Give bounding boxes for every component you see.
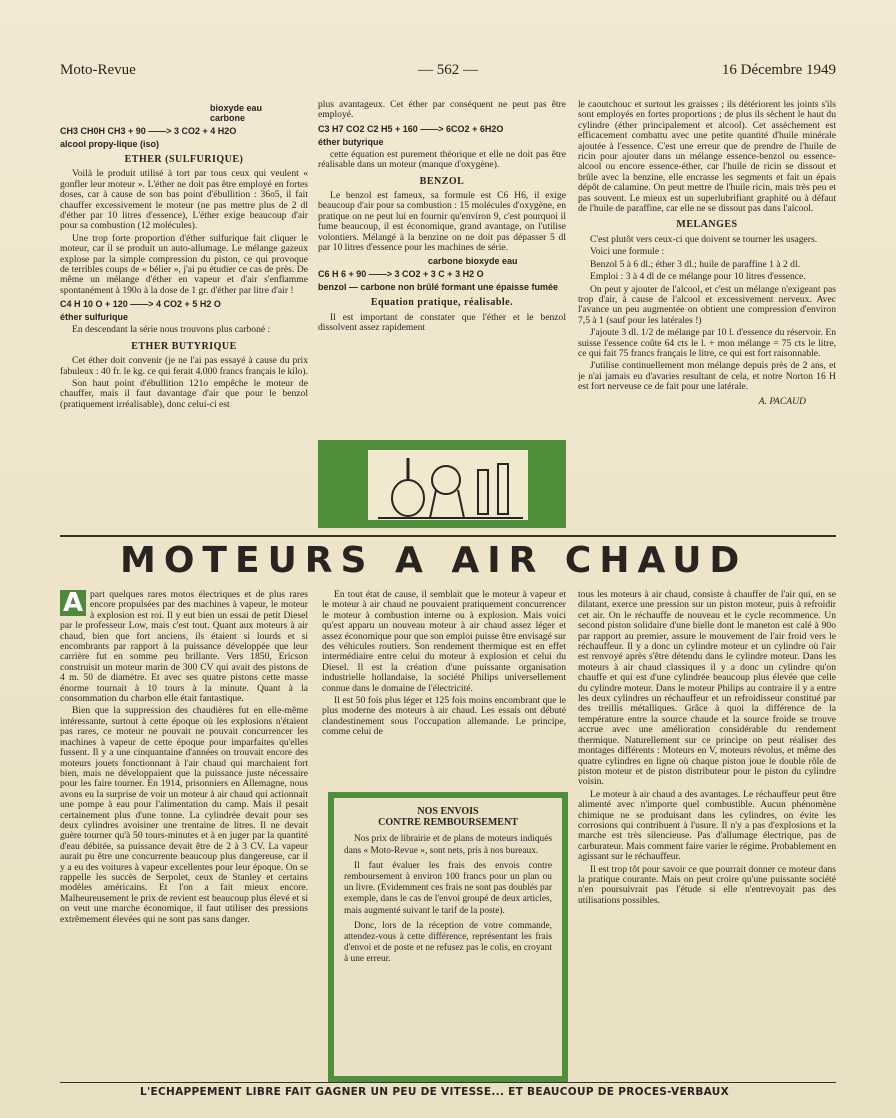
notice-paragraph: Il faut évaluer les frais des envois contre remboursement à environ 100 francs pour un plan ou un livre. (Evidemment ces frais ne sont pas doublés par exemple, dans le cas de l'envoi groupé de deux articles, mais augmenté suivant le tarif de la poste).	[344, 860, 552, 916]
article-column-2	[322, 590, 566, 786]
page-number: — 562 —	[418, 62, 478, 78]
formula-caption: éther sulfurique	[60, 312, 129, 323]
notice-title	[344, 806, 552, 828]
shipping-notice-box	[328, 792, 568, 1082]
section-divider	[60, 535, 836, 537]
page-footer-slogan: L'ECHAPPEMENT LIBRE FAIT GAGNER UN PEU DE VITESSE... ET BEAUCOUP DE PROCES-VERBAUX	[140, 1086, 729, 1098]
paragraph: cette équation est purement théorique et elle ne doit pas être réalisable dans un moteur (manque d'oxygène).	[318, 148, 566, 171]
paragraph: part quelques rares motos électriques et de plus rares encore propulsées par des machines à vapeur, le moteur à explosion est roi. Il y eut bien un essai de petit Diesel par le professeur Low, mais c'est tout. Quant aux moteurs à air chaud, bien que fort anciens, ils étaient si lourds et si encombrants par rapport à la puissance développée que leur carrière fut en somme peu brillante. Vers 1850, Ericson construisit un moteur marin de 300 CV qui avait des pistons de 4 m. 50 de diamètre. Et avec ses quatre pistons cette masse énorme tournait à 10 tours à la minute. Quant à la consommation du charbon elle était fantastique.	[60, 590, 308, 705]
column-3	[578, 100, 836, 550]
notice-title-line: CONTRE REMBOURSEMENT	[378, 817, 518, 829]
paragraph: Voici une formule :	[590, 246, 665, 258]
chemistry-illustration	[318, 440, 566, 528]
author-signature: A. PACAUD	[758, 395, 806, 407]
section-heading-butyrique: ETHER BUTYRIQUE	[131, 340, 237, 352]
equation-note: Equation pratique, réalisable.	[370, 297, 514, 309]
formula-label: carbone	[210, 113, 246, 123]
lab-glassware-icon	[318, 440, 566, 528]
formula-caption: alcool propy-lique (iso)	[60, 139, 160, 149]
formula-caption: benzol — carbone non brûlé formant une épaisse fumée	[318, 282, 559, 293]
formula-top-labels	[60, 103, 308, 123]
article-column-1	[60, 590, 308, 1080]
drop-cap: A	[60, 590, 86, 616]
column-2	[318, 100, 566, 436]
formula-caption: éther butyrique	[318, 136, 384, 147]
formula-label: bioxyde eau	[210, 103, 263, 113]
column-1	[60, 100, 308, 532]
paragraph: On peut y ajouter de l'alcool, et c'est un mélange n'exigeant pas trop d'air, à cause de l'alcool et excessivement nerveux. Avec l'avance un peu augmentée on obtient une compression d'environ 7,5 à 1 (sauf pour les latérales !)	[578, 283, 836, 326]
paragraph: J'utilise continuellement mon mélange depuis près de 2 ans, et je n'ai jamais eu d'avaries resultant de cela, et notre Norton 16 H est fort nerveuse ce de fait pour une latérale.	[578, 360, 836, 393]
formula-label: carbone bioxyde eau	[428, 256, 518, 267]
paragraph: le caoutchouc et surtout les graisses ; ils détériorent les joints s'ils sont employés en fortes proportions ; de plus ils sèchent le haut du cylindre (éther principalement et alcool). Cet assèchement est efficacement combattu avec une petite quantité d'huile minérale ajoutée à l'essence. C'est une erreur que de prendre de l'huile de ricin pour ajouter dans un mélange essence-benzol ou essence-alcool ou encore essence-éther, car l'huile de ricin se dissout et brûle avec la benzine, elle encrasse les segments et fait un épais dépôt de calamine. On peut mettre de l'huile ricin, mais très peu et pas souvent. Le mieux est un superlubrifiant graphité ou à défaut de l'huile de paraffine, car elle ne se dissout pas dans l'alcool.	[578, 100, 836, 215]
paragraph: En tout état de cause, il semblait que le moteur à vapeur et le moteur à air chaud ne pouvaient pratiquement concurrencer le moteur à combustion interne ou à explosion. Mais voici qu'est apparu un nouveau moteur à air chaud assez léger et assez économique pour que son emploi puisse être envisagé sur des véhicules routiers. Son rendement thermique est en effet intermédiaire entre celui du moteur à explosion et celui du Diesel. Il est la création d'une puissante organisation industrielle hollandaise, la société Philips universellement connue dans le domaine de l'électricité.	[322, 590, 566, 694]
paragraph: C'est plutôt vers ceux-ci que doivent se tourner les usagers.	[590, 233, 818, 245]
issue-date: 16 Décembre 1949	[721, 62, 836, 78]
paragraph: Bien que la suppression des chaudières fut en elle-même intéressante, surtout à cette époque où les explosions n'étaient pas rares, ce moteur ne pouvait ne pouvait concurrencer les machines à vapeur de cette époque pour imparfaites qu'elles fussent. Il y a une cinquantaine d'années on trouvait encore des moteurs jouets fonctionnant à l'air chaud qui marchaient fort bien, mais ne développaient que la puissance juste nécessaire pour les faire tourner. En 1914, prisonniers en Allemagne, nous avons eu la surprise de voir un moteur à air chaud qui actionnait une pompe à eau pour l'alimentation du camp. Mais il pesait certainement plus d'une tonne. La cylindrée devait pour ses deux cylindres avoisiner une trentaine de litres. Il ne devait guère tourner qu'à 50 tours-minutes et à en juger par la quantité d'eau débitée, sa puissance devait être de 2 à 3 CV. La vapeur aurait pu être une concurrente beaucoup plus dangereuse, car il y a eu des voitures à vapeur excellentes pour leur époque. On se rappelle les succès de Serpolet, ceux de Stanley et certains modèles américains. Et l'on a fait mieux encore. Malheureusement le prix de revient est beaucoup plus élevé et si on veut une marche économique, il faut utiliser des pressions extrêmement élevées qui ne sont pas sans danger.	[60, 705, 308, 925]
article-title: MOTEURS A AIR CHAUD	[120, 540, 748, 581]
paragraph: plus avantageux. Cet éther par conséquent ne peut pas être employé.	[318, 100, 566, 121]
paragraph: Le benzol est fameux, sa formule est C6 H6, il exige beaucoup d'air pour sa combustion : 15 molécules d'oxygène, en pratique on ne peut lui en fournir qu'environ 9, c'est pourquoi il fume beaucoup, il est économique, grand avantage, on l'utilise volontiers. Mélangé à la benzine on ne doit pas dépasser 5 dl par 10 litres d'essence pour les machines de série.	[318, 190, 566, 254]
paragraph: Cet éther doit convenir (je ne l'ai pas essayé à cause du prix fabuleux : 40 fr. le kg. ce qui ferait 4.000 francs français le kilo).	[60, 355, 308, 377]
paragraph: Une trop forte proportion d'éther sulfurique fait cliquer le moteur, car il se produit un auto-allumage. Le mélange gazeux explose par la simple compression du piston, ce qui provoque de terribles coups de « bélier », j'ai pu étudier ce cas de près. De même un mélange d'éther en vapeur et d'air s'enflamme spontanément à 190o à la dose de 1 gr. d'éther par litre d'air !	[60, 232, 308, 296]
paragraph: J'ajoute 3 dl. 1/2 de mélange par 10 l. d'essence du réservoir. En suisse l'essence coûte 64 cts le l. + mon mélange = 75 cts le litre, ce qui fait 75 francs français le litre, ce qui est fort raisonnable.	[578, 327, 836, 359]
paragraph: Voilà le produit utilisé à tort par tous ceux qui veulent « gonfler leur moteur ». L'éther ne doit pas être employé en fortes doses, car à cause de son bas point d'ébullition : 36o5, il fait chauffer excessivement le moteur (ne pas mettre plus de 2 dl d'éther par 10 litres d'essence), L'éther exige beaucoup d'air pour sa combustion (12 molécules).	[60, 168, 308, 232]
paragraph: Son haut point d'ébullition 121o empêche le moteur de chauffer, mais il faut davantage d'air que pour le benzol (pratiquement irréalisable), donc celui-ci est	[60, 377, 308, 410]
page-header	[60, 62, 836, 82]
notice-title-line: NOS ENVOIS	[417, 806, 479, 817]
paragraph: Emploi : 3 à 4 dl de ce mélange pour 10 litres d'essence.	[590, 271, 806, 283]
paragraph: En descendant la série nous trouvons plus carboné :	[72, 324, 271, 336]
section-heading-melanges: MELANGES	[676, 219, 738, 231]
formula-butyrique: C3 H7 CO2 C2 H5 + 160 ——> 6CO2 + 6H2O	[318, 123, 504, 134]
paragraph: Il est trop tôt pour savoir ce que pourrait donner ce moteur dans la pratique courante. Mais on peut croire qu'une puissante société n'en poursuivrait pas l'étude si elle n'entrevoyait pas des utilisations possibles.	[578, 863, 836, 906]
article-column-3	[578, 590, 836, 1080]
footer-divider	[60, 1082, 836, 1083]
magazine-name: Moto-Revue	[60, 62, 136, 78]
section-heading-ether: ETHER (SULFURIQUE)	[124, 154, 244, 165]
formula-ether: C4 H 10 O + 120 ——> 4 CO2 + 5 H2 O	[60, 299, 221, 310]
paragraph: Il est 50 fois plus léger et 125 fois moins encombrant que le plus moderne des moteurs à air chaud. Les essais ont débuté clandestinement sous l'occupation allemande. Le principe, comme celui de	[322, 695, 566, 738]
notice-paragraph: Donc, lors de la réception de votre commande, attendez-vous à cette différence, représentant les frais d'envoi et de poste et ne refusez pas le colis, en croyant à une erreur.	[344, 920, 552, 965]
paragraph: Benzol 5 à 6 dl.; éther 3 dl.; huile de paraffine 1 à 2 dl.	[590, 258, 801, 270]
section-heading-benzol: BENZOL	[419, 175, 465, 187]
notice-paragraph: Nos prix de librairie et de plans de moteurs indiqués dans « Moto-Revue », sont nets, pris à nos bureaux.	[344, 834, 552, 856]
paragraph: Le moteur à air chaud a des avantages. Le réchauffeur peut être alimenté avec n'importe quel combustible. Aucun phénomène chimique ne se produisant dans les cylindres, on évite les corrosions qui contribuent à l'usure. Il n'y a pas d'explosions et la marche est très silencieuse. Pas d'allumage électrique, pas de carburateur. Mais comment faire varier le régime. Probablement en agissant sur le réchauffeur.	[578, 788, 836, 863]
formula-alcool: CH3 CH0H CH3 + 90 ——> 3 CO2 + 4 H2O	[60, 126, 237, 136]
paragraph: tous les moteurs à air chaud, consiste à chauffer de l'air qui, en se dilatant, exerce une pression sur un piston moteur, puis à refroidir cet air. On le réchauffe de nouveau et le cycle recommence. Un second piston solidaire d'une bielle dont le maneton est calé à 90o par rapport au premier, assure le mouvement de l'air froid vers le réchauffeur. Il y a donc un cylindre moteur et un cylindre où l'air est renvoyé après s'être détendu dans le cylindre moteur. Dans les moteurs à air chaud classiques il y a donc un cylindre qu'on chauffe et qui est d'une cylindrée beaucoup plus élevée que celle du cylindre moteur. Dans le moteur Philips au contraire il y a entre les deux cylindres un réchauffeur et un refroidisseur constitué par des treillis métalliques. Grâce à quoi la différence de la température entre la source chaude et la source froide se trouve accrue avec une amélioration considérable du rendement thermique. Naturellement sur ce principe on peut réaliser des montages différents : Moteurs en V, moteurs révolus, et même des quatre cylindres en ligne où chaque piston joue le double rôle de piston moteur et de piston distributeur pour le piston du cylindre voisin.	[578, 590, 836, 788]
notice-content	[334, 798, 562, 1076]
formula-benzol: C6 H 6 + 90 ——> 3 CO2 + 3 C + 3 H2 O	[318, 269, 484, 280]
paragraph: Il est important de constater que l'éther et le benzol dissolvent assez rapidement	[318, 311, 566, 334]
